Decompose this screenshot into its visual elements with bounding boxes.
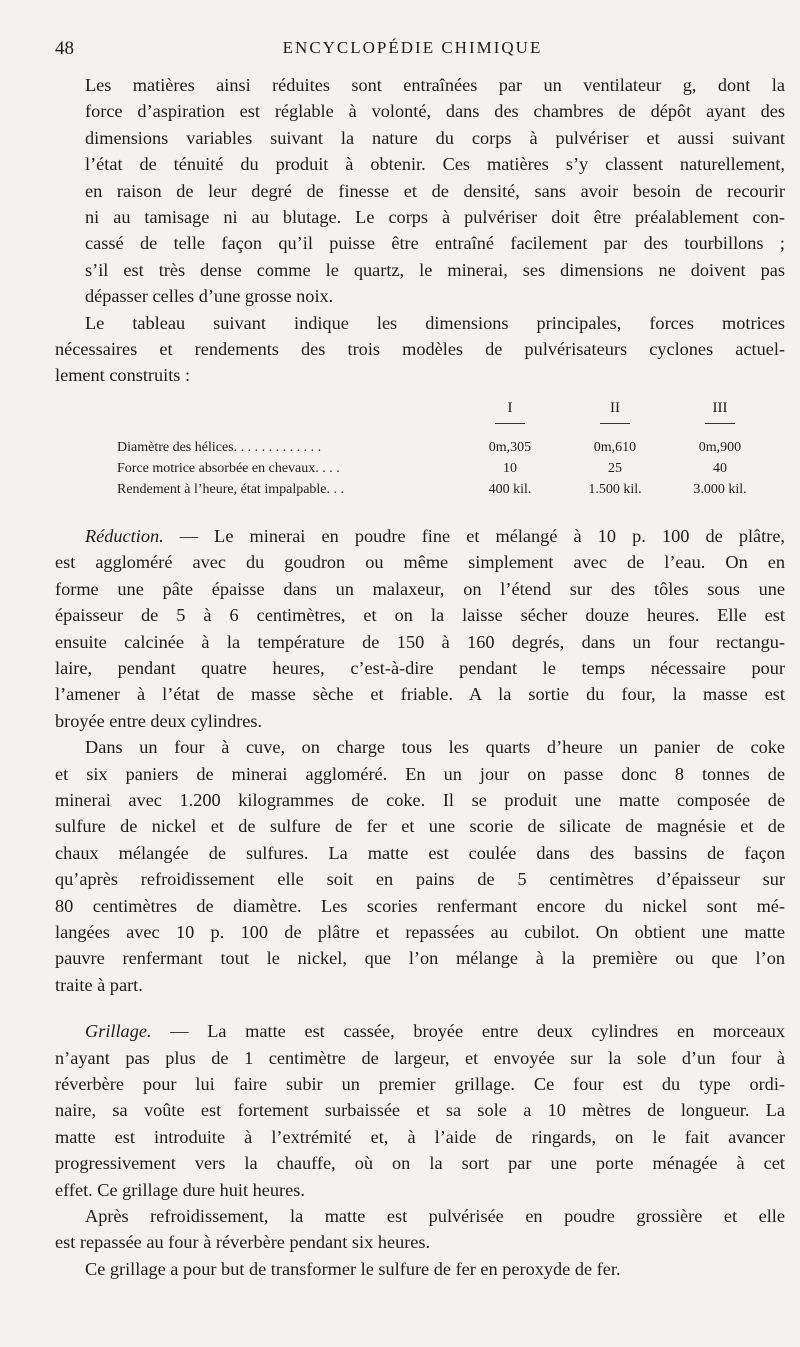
section-heading: Réduction. bbox=[85, 525, 164, 546]
text-line bbox=[55, 523, 785, 549]
cell-value: 0m,305 bbox=[488, 439, 532, 455]
text-run: — La matte est cassée, broyée entre deux cylindres en morceaux bbox=[151, 1021, 785, 1042]
text-line: n’ayant pas plus de 1 centimètre de largeur, et envoyée sur la sole d’un four à bbox=[55, 1047, 785, 1068]
text-line: épaisseur de 5 à 6 centimètres, et on la laisse sécher douze heures. Elle est bbox=[55, 605, 785, 626]
cell-value: 3.000 kil. bbox=[693, 481, 747, 497]
column-rule bbox=[600, 423, 630, 424]
text-line: Le tableau suivant indique les dimensions principales, forces motrices bbox=[85, 312, 785, 333]
running-title: ENCYCLOPÉDIE CHIMIQUE bbox=[282, 38, 543, 57]
text-line: Les matières ainsi réduites sont entraînées par un ventilateur g, dont la bbox=[85, 75, 785, 95]
text-line: forme une pâte épaisse dans un malaxeur, on l’étend sur des tôles sous une bbox=[55, 578, 785, 599]
column-rule bbox=[495, 423, 525, 424]
paragraph-refroidissement bbox=[55, 1203, 785, 1256]
text-line: matte est introduite à l’extrémité et, à l’aide de ringards, on le fait avancer bbox=[55, 1126, 785, 1147]
text-line: laire, pendant quatre heures, c’est-à-dire pendant le temps nécessaire pour bbox=[55, 657, 785, 678]
text-line: effet. Ce grillage dure huit heures. bbox=[55, 1179, 305, 1200]
text-line: Ce grillage a pour but de transformer le sulfure de fer en peroxyde de fer. bbox=[85, 1258, 621, 1279]
body-text bbox=[55, 72, 785, 1282]
text-line: Dans un four à cuve, on charge tous les quarts d’heure un panier de coke bbox=[85, 737, 785, 758]
table-row bbox=[117, 435, 785, 455]
pulverisateurs-table bbox=[55, 395, 785, 505]
text-line: pauvre renfermant tout le nickel, que l’on mélange à la première ou que l’on bbox=[55, 948, 785, 969]
cell-value: 1.500 kil. bbox=[588, 481, 642, 497]
text-line: 80 centimètres de diamètre. Les scories renfermant encore du nickel sont mé- bbox=[55, 895, 785, 916]
text-line: force d’aspiration est réglable à volonté, dans des chambres de dépôt ayant des bbox=[85, 101, 785, 122]
text-line: chaux mélangée de sulfures. La matte est coulée dans des bassins de façon bbox=[55, 842, 785, 863]
text-line: en raison de leur degré de finesse et de densité, sans avoir besoin de recourir bbox=[85, 180, 785, 201]
text-line: Après refroidissement, la matte est pulvérisée en poudre grossière et elle bbox=[85, 1206, 785, 1227]
text-line: naire, sa voûte est fortement surbaissée et sa sole a 10 mètres de longueur. La bbox=[55, 1100, 785, 1121]
text-line: ensuite calcinée à la température de 150 à 160 degrés, dans un four rectangu- bbox=[55, 631, 785, 652]
paragraph-reduction bbox=[55, 523, 785, 734]
column-header: III bbox=[712, 399, 728, 416]
text-line: et six paniers de minerai aggloméré. En un jour on passe donc 8 tonnes de bbox=[55, 763, 785, 784]
spacer bbox=[55, 505, 785, 523]
row-label: Force motrice absorbée en chevaux. . . . bbox=[117, 460, 340, 476]
text-line: ni au tamisage ni au blutage. Le corps à pulvériser doit être préalablement con- bbox=[85, 207, 785, 228]
cell-value: 10 bbox=[503, 460, 517, 476]
text-line: traite à part. bbox=[55, 974, 143, 995]
text-line: langées avec 10 p. 100 de plâtre et repassées au cubilot. On obtient une matte bbox=[55, 921, 785, 942]
text-line: broyée entre deux cylindres. bbox=[55, 710, 263, 731]
text-line bbox=[55, 1018, 785, 1044]
paragraph-ventilateur bbox=[55, 72, 785, 310]
text-line: cassé de telle façon qu’il puisse être entraîné facilement par des tourbillons ; bbox=[85, 233, 785, 254]
cell-value: 25 bbox=[608, 460, 622, 476]
paragraph-tableau bbox=[55, 310, 785, 389]
text-line: s’il est très dense comme le quartz, le minerai, ses dimensions ne doivent pas bbox=[85, 259, 785, 280]
cell-value: 0m,610 bbox=[593, 439, 637, 455]
column-header: I bbox=[507, 399, 513, 416]
section-heading: Grillage. bbox=[85, 1021, 152, 1042]
text-run: — Le minerai en poudre fine et mélangé à 10 p. 100 de plâtre, bbox=[163, 525, 785, 546]
column-rule bbox=[705, 423, 735, 424]
spacer bbox=[55, 998, 785, 1018]
row-label: Diamètre des hélices. . . . . . . . . . . . . bbox=[117, 439, 322, 455]
text-line: l’amener à l’état de masse sèche et friable. A la sortie du four, la masse est bbox=[55, 684, 785, 705]
table-row bbox=[117, 456, 785, 476]
text-line: dimensions variables suivant la nature du corps à pulvériser et aussi suivant bbox=[85, 127, 785, 148]
text-line: progressivement vers la chauffe, où on la sort par une porte ménagée à cet bbox=[55, 1153, 785, 1174]
paragraph-four-a-cuve bbox=[55, 734, 785, 998]
text-line: lement construits : bbox=[55, 365, 191, 386]
text-line: est repassée au four à réverbère pendant six heures. bbox=[55, 1232, 431, 1253]
column-header: II bbox=[610, 399, 620, 416]
text-line: minerai avec 1.200 kilogrammes de coke. Il se produit une matte composée de bbox=[55, 789, 785, 810]
text-line: réverbère pour lui faire subir un premier grillage. Ce four est du type ordi- bbox=[55, 1074, 785, 1094]
paragraph-grillage bbox=[55, 1018, 785, 1203]
text-line: qu’après refroidissement elle soit en pains de 5 centimètres d’épaisseur sur bbox=[55, 869, 785, 890]
text-line: dépasser celles d’une grosse noix. bbox=[85, 286, 334, 307]
cell-value: 0m,900 bbox=[698, 439, 742, 455]
text-line: l’état de ténuité du produit à obtenir. Ces matières s’y classent naturellement, bbox=[85, 154, 785, 175]
page-number: 48 bbox=[55, 38, 74, 59]
text-line: est aggloméré avec du goudron ou même simplement avec de l’eau. On en bbox=[55, 552, 785, 573]
page-header bbox=[55, 38, 770, 66]
cell-value: 40 bbox=[713, 460, 727, 476]
text-line: sulfure de nickel et de sulfure de fer et une scorie de silicate de magnésie et de bbox=[55, 816, 785, 837]
row-label: Rendement à l’heure, état impalpable. . . bbox=[117, 481, 345, 497]
text-line: nécessaires et rendements des trois modèles de pulvérisateurs cyclones actuel- bbox=[55, 339, 785, 360]
cell-value: 400 kil. bbox=[488, 481, 532, 497]
paragraph-but-grillage bbox=[55, 1256, 785, 1282]
table-row bbox=[117, 477, 785, 497]
